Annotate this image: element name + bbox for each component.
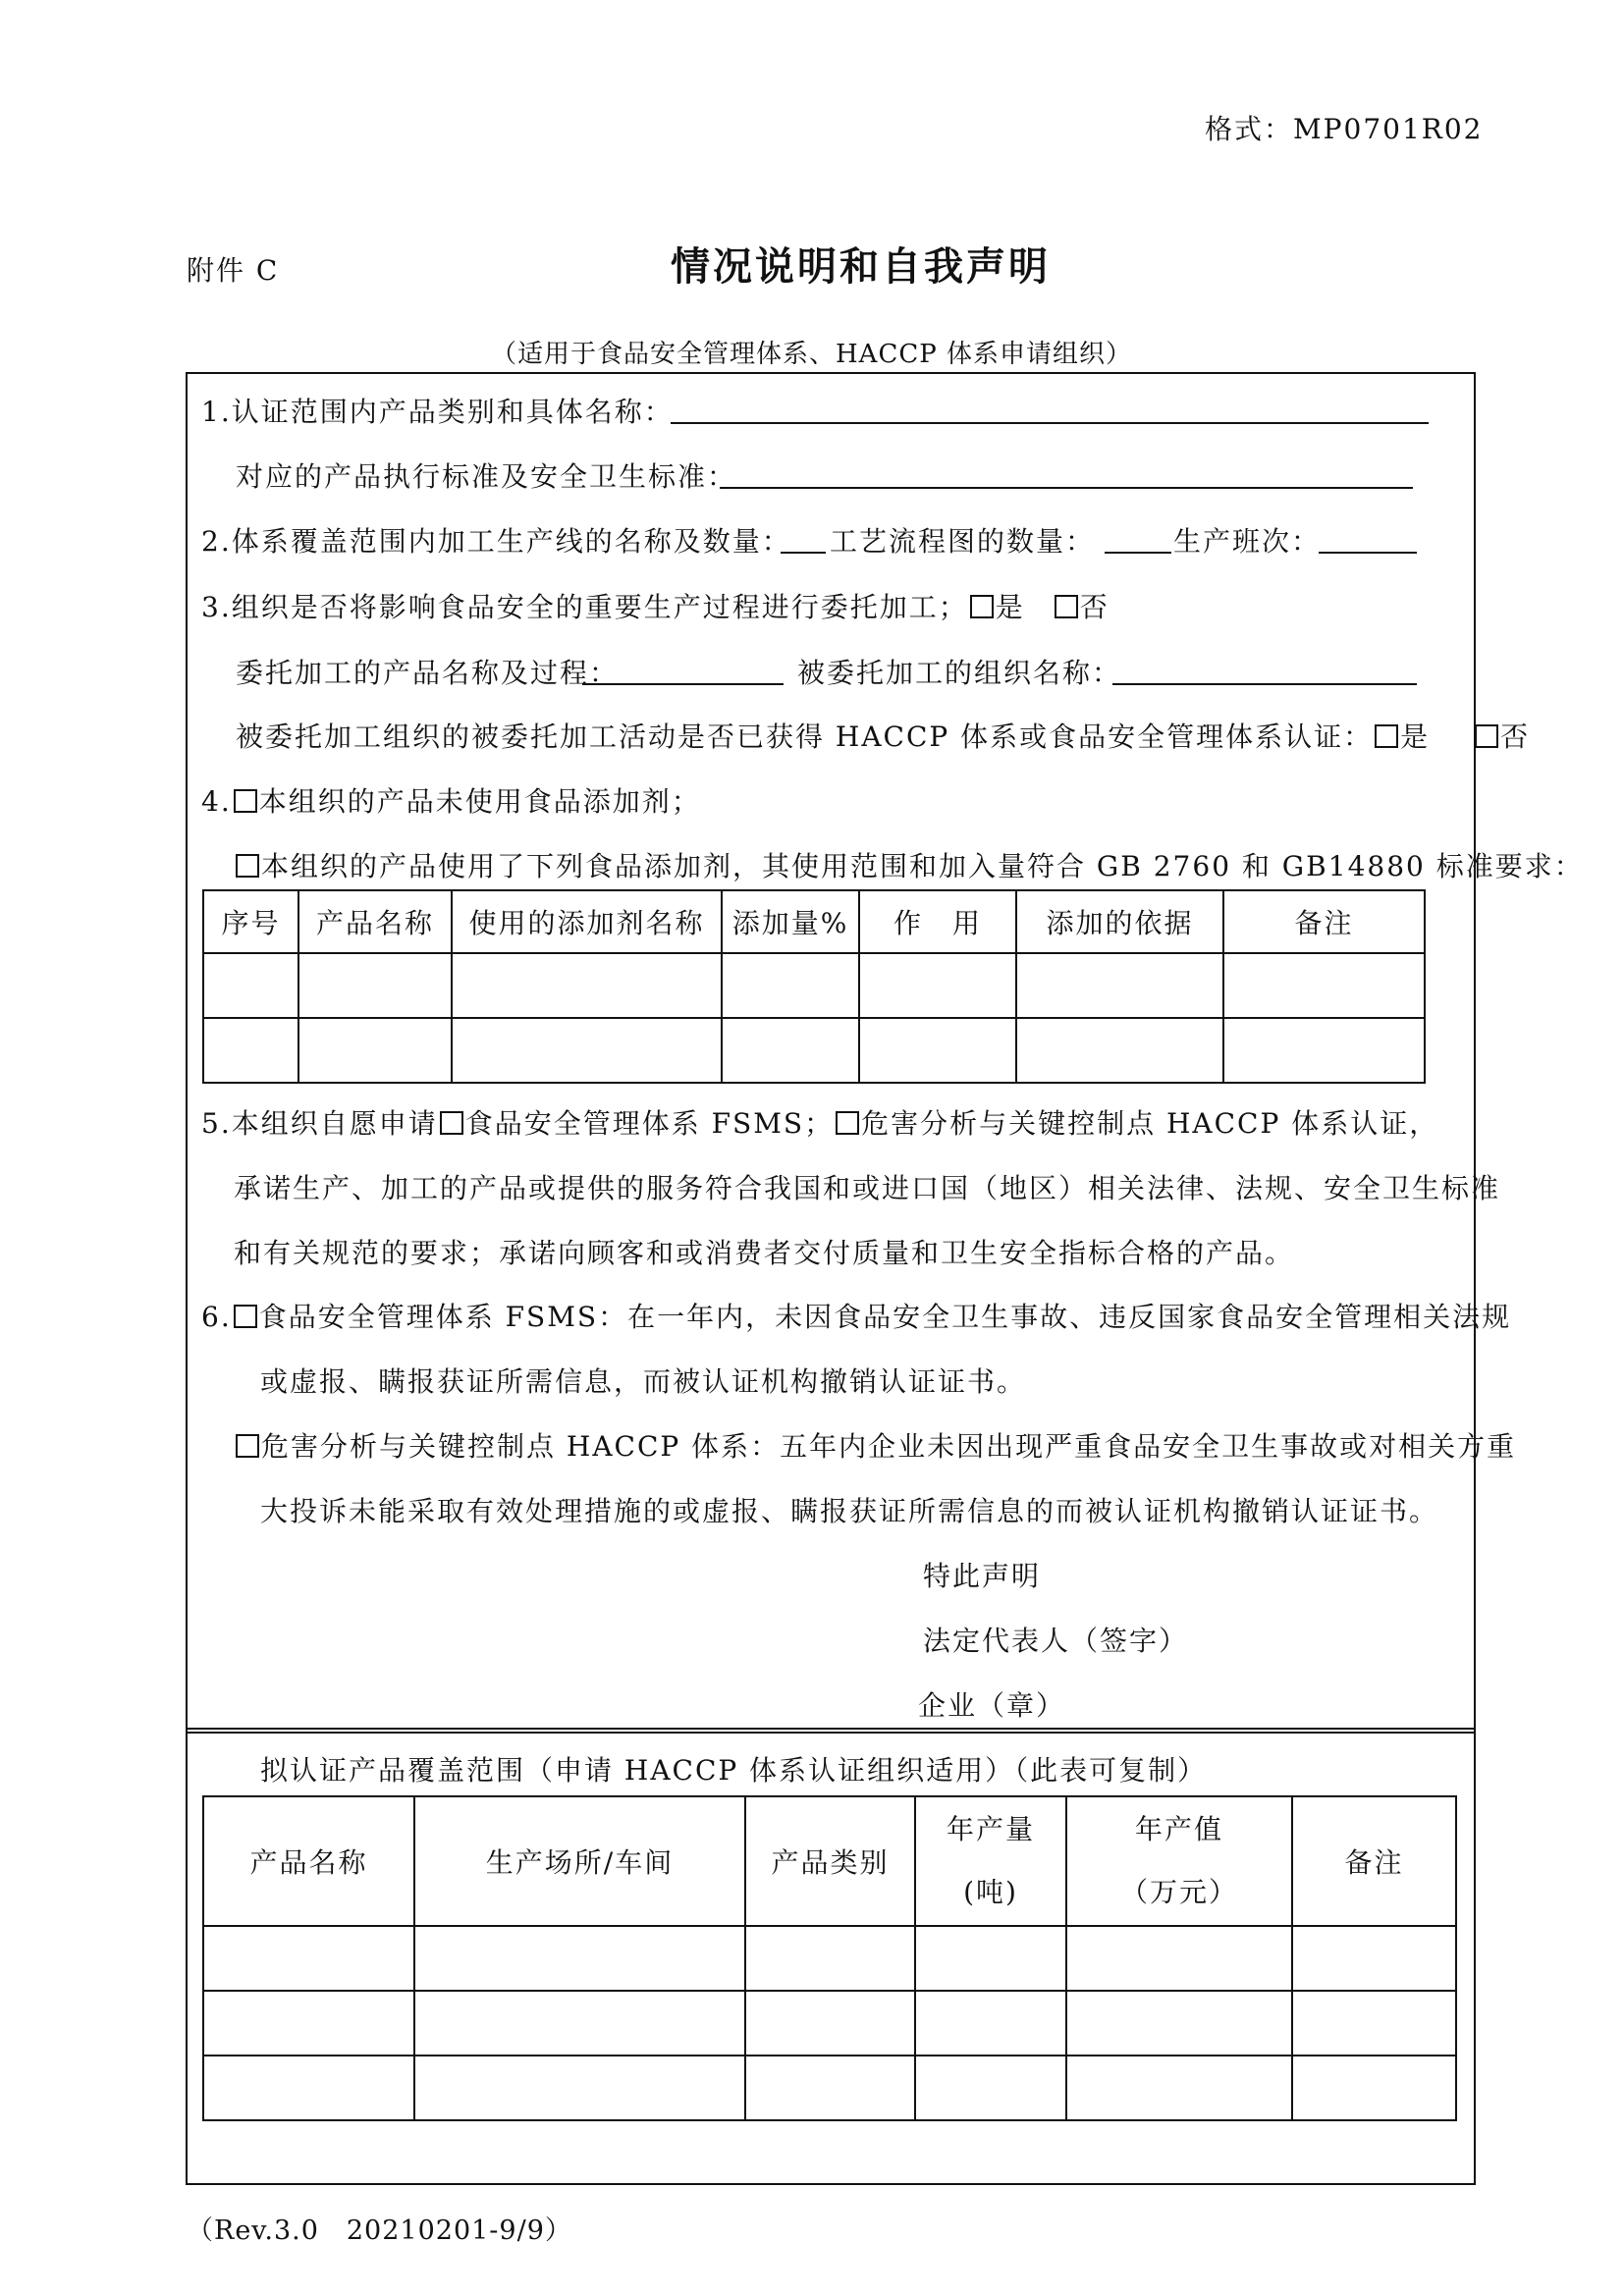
col-header-annual-value	[1066, 1796, 1292, 1926]
additive-table	[202, 889, 1426, 1084]
table-cell[interactable]	[915, 1991, 1066, 2056]
table-cell[interactable]	[745, 1991, 915, 2056]
col-header-product: 产品名称	[298, 890, 452, 953]
outsourcing-org-field[interactable]	[1112, 683, 1417, 685]
cert-yes-label: 是	[1400, 721, 1431, 753]
table-cell[interactable]	[452, 953, 722, 1018]
col-header-product-remarks: 备注	[1292, 1796, 1456, 1926]
annual-value-unit: （万元）	[1119, 1876, 1238, 1908]
product-category-field[interactable]	[671, 422, 1429, 424]
format-code: 格式：MP0701R02	[1205, 113, 1484, 145]
table-cell[interactable]	[414, 1991, 745, 2056]
table-cell[interactable]	[1016, 953, 1223, 1018]
section2-part1: 2.体系覆盖范围内加工生产线的名称及数量：	[201, 525, 791, 558]
table-cell[interactable]	[203, 1991, 414, 2056]
section2-part3: 生产班次：	[1173, 525, 1322, 558]
table-row	[203, 1018, 1425, 1083]
table-cell[interactable]	[722, 1018, 859, 1083]
cert-yes-checkbox[interactable]	[1375, 724, 1398, 748]
table-cell[interactable]	[298, 953, 452, 1018]
standards-field[interactable]	[720, 487, 1413, 489]
fsms-commit-label: 食品安全管理体系 FSMS：在一年内，未因食品安全卫生事故、违反国家食品安全管理相关法规	[258, 1301, 1512, 1333]
section2-part2: 工艺流程图的数量：	[830, 525, 1096, 558]
col-header-function: 作 用	[859, 890, 1016, 953]
fsms-commit-checkbox[interactable]	[234, 1305, 257, 1328]
uses-additive-label: 本组织的产品使用了下列食品添加剂，其使用范围和加入量符合 GB 2760 和 GB14880 标准要求：	[261, 850, 1584, 882]
table-cell[interactable]	[859, 1018, 1016, 1083]
table-cell[interactable]	[1066, 1991, 1292, 2056]
outsourcing-cert-question: 被委托加工组织的被委托加工活动是否已获得 HACCP 体系或食品安全管理体系认证：	[236, 721, 1374, 753]
table-cell[interactable]	[745, 1926, 915, 1991]
section5-line1	[201, 1102, 1438, 1142]
revision-footer: （Rev.3.0 20210201-9/9）	[187, 2216, 572, 2246]
table-cell[interactable]	[745, 2056, 915, 2120]
outsourced-product-field[interactable]	[582, 683, 784, 685]
uses-additive-checkbox[interactable]	[236, 854, 259, 878]
section3-line1	[201, 586, 1110, 625]
haccp-apply-label: 危害分析与关键控制点 HACCP 体系认证，	[861, 1107, 1439, 1140]
section5-line3: 和有关规范的要求；承诺向顾客和或消费者交付质量和卫生安全指标合格的产品。	[234, 1237, 1295, 1269]
table-cell[interactable]	[915, 1926, 1066, 1991]
table-cell[interactable]	[1016, 1018, 1223, 1083]
page-subtitle: （适用于食品安全管理体系、HACCP 体系申请组织）	[491, 340, 1132, 369]
annual-output-label: 年产量	[946, 1813, 1035, 1845]
product-table-header	[203, 1796, 1456, 1926]
section6-line4: 大投诉未能采取有效处理措施的或虚报、瞒报获证所需信息的而被认证机构撤销认证证书。	[260, 1495, 1439, 1527]
haccp-apply-checkbox[interactable]	[836, 1111, 859, 1135]
table-cell[interactable]	[1066, 2056, 1292, 2120]
annual-value-label: 年产值	[1134, 1813, 1223, 1845]
table-row	[203, 1991, 1456, 2056]
outsourcing-no-checkbox[interactable]	[1055, 595, 1078, 618]
col-header-index: 序号	[203, 890, 298, 953]
table-cell[interactable]	[203, 953, 298, 1018]
no-additive-label: 本组织的产品未使用食品添加剂；	[258, 785, 701, 818]
product-scope-caption: 拟认证产品覆盖范围（申请 HACCP 体系认证组织适用）（此表可复制）	[260, 1754, 1208, 1787]
col-header-additive: 使用的添加剂名称	[452, 890, 722, 953]
section3-line2a: 委托加工的产品名称及过程：	[236, 657, 620, 689]
table-cell[interactable]	[414, 1926, 745, 1991]
table-cell[interactable]	[452, 1018, 722, 1083]
section6-line2: 或虚报、瞒报获证所需信息，而被认证机构撤销认证证书。	[260, 1365, 1027, 1398]
fsms-apply-checkbox[interactable]	[440, 1111, 463, 1135]
cert-no-checkbox[interactable]	[1475, 724, 1498, 748]
table-cell[interactable]	[203, 1926, 414, 1991]
page-title: 情况说明和自我声明	[671, 243, 1051, 290]
table-row	[203, 1926, 1456, 1991]
table-cell[interactable]	[298, 1018, 452, 1083]
no-additive-checkbox[interactable]	[234, 789, 257, 813]
table-cell[interactable]	[1223, 953, 1425, 1018]
outsourcing-question: 3.组织是否将影响食品安全的重要生产过程进行委托加工；	[201, 591, 968, 623]
outsourcing-no-label: 否	[1079, 591, 1110, 623]
col-header-workshop: 生产场所/车间	[414, 1796, 745, 1926]
additive-table-header	[203, 890, 1425, 953]
section1-line2: 对应的产品执行标准及安全卫生标准：	[236, 460, 737, 493]
section6-line1	[201, 1296, 1511, 1335]
section3-line3	[236, 716, 1530, 755]
table-cell[interactable]	[203, 1018, 298, 1083]
table-cell[interactable]	[1292, 1991, 1456, 2056]
declaration-statement: 特此声明	[923, 1560, 1042, 1592]
table-cell[interactable]	[1066, 1926, 1292, 1991]
production-lines-field[interactable]	[781, 552, 826, 554]
table-cell[interactable]	[203, 2056, 414, 2120]
section6-line3	[234, 1425, 1516, 1465]
table-row	[203, 953, 1425, 1018]
section5-line2: 承诺生产、加工的产品或提供的服务符合我国和或进口国（地区）相关法律、法规、安全卫生标准	[234, 1172, 1501, 1204]
annual-output-unit: (吨)	[963, 1876, 1018, 1908]
company-seal: 企业（章）	[918, 1689, 1066, 1722]
flowchart-count-field[interactable]	[1105, 552, 1171, 554]
legal-rep-signature: 法定代表人（签字）	[923, 1625, 1189, 1657]
section4-line2	[234, 845, 1584, 884]
haccp-commit-checkbox[interactable]	[236, 1434, 259, 1458]
col-header-annual-output	[915, 1796, 1066, 1926]
cert-no-label: 否	[1500, 721, 1531, 753]
shifts-field[interactable]	[1319, 552, 1417, 554]
table-cell[interactable]	[414, 2056, 745, 2120]
section3-line2b: 被委托加工的组织名称：	[797, 657, 1122, 689]
table-cell[interactable]	[859, 953, 1016, 1018]
section5-prefix: 5.本组织自愿申请	[201, 1107, 438, 1140]
col-header-amount: 添加量%	[722, 890, 859, 953]
section1-line1: 1.认证范围内产品类别和具体名称：	[201, 396, 674, 428]
table-cell[interactable]	[915, 2056, 1066, 2120]
table-cell[interactable]	[722, 953, 859, 1018]
table-cell[interactable]	[1223, 1018, 1425, 1083]
section6-number: 6.	[201, 1301, 232, 1333]
haccp-commit-label: 危害分析与关键控制点 HACCP 体系：五年内企业未因出现严重食品安全卫生事故或对相关方重	[261, 1430, 1517, 1463]
attachment-label: 附件 C	[187, 254, 280, 287]
fsms-apply-label: 食品安全管理体系 FSMS；	[464, 1107, 835, 1140]
outsourcing-yes-label: 是	[995, 591, 1025, 623]
section4-line1	[201, 780, 701, 820]
col-header-category: 产品类别	[745, 1796, 915, 1926]
table-row	[203, 2056, 1456, 2120]
col-header-product-name: 产品名称	[203, 1796, 414, 1926]
table-cell[interactable]	[1292, 2056, 1456, 2120]
col-header-basis: 添加的依据	[1016, 890, 1223, 953]
table-cell[interactable]	[1292, 1926, 1456, 1991]
outsourcing-yes-checkbox[interactable]	[970, 595, 994, 618]
product-scope-table	[202, 1795, 1457, 2121]
col-header-remarks: 备注	[1223, 890, 1425, 953]
section4-number: 4.	[201, 785, 232, 818]
